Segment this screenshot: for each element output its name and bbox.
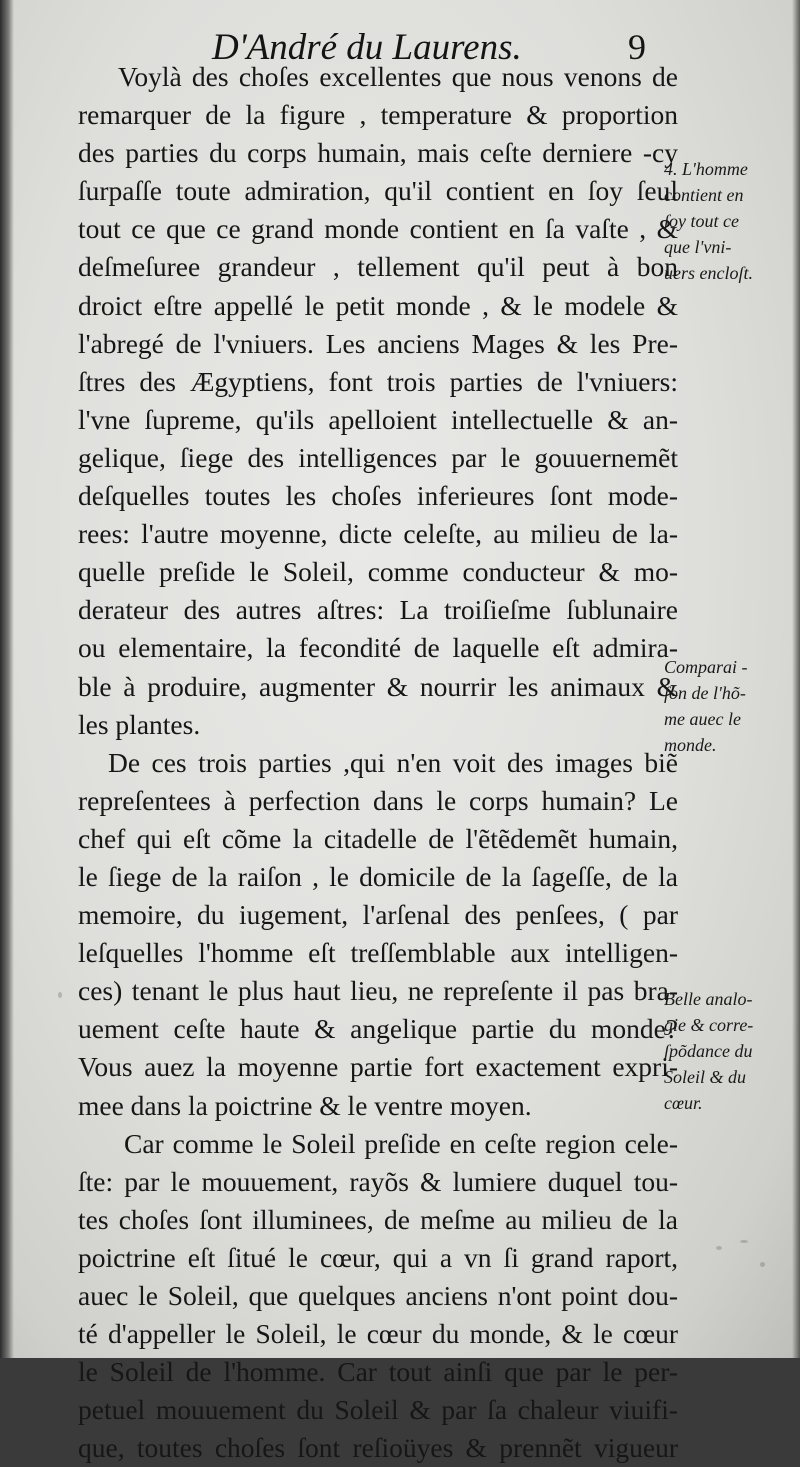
text-line: De ces trois parties ,qui n'en voit des images biẽ [108, 746, 678, 778]
text-line: ble à produire, augmenter & nourrir les animaux & [78, 670, 678, 702]
text-line: leſquelles l'homme eſt treſſemblable aux intelligen- [78, 937, 678, 969]
note-line: gie & corre- [664, 1015, 754, 1035]
text-line: tes choſes ſont illuminees, de meſme au milieu de la [78, 1203, 678, 1235]
text-line: le ſiege de la raiſon , le domicile de la ſageſſe, de la [78, 860, 678, 892]
text-line: rees: l'autre moyenne, dicte celeſte, au milieu de la- [78, 518, 678, 550]
paper-speck [740, 1240, 748, 1243]
text-line: Car comme le Soleil preſide en ceſte region cele- [124, 1127, 678, 1159]
text-line: poictrine eſt ſitué le cœur, qui a vn ſi grand raport, [78, 1241, 678, 1273]
margin-note-sun-heart-analogy [664, 986, 796, 1116]
note-line: ſoy tout ce [664, 211, 739, 231]
text-line: deſquelles toutes les choſes inferieures ſont mode- [78, 480, 678, 512]
paper-speck [58, 992, 62, 998]
note-line: contient en [664, 185, 744, 205]
note-line: 4. L'homme [664, 159, 748, 179]
body-text [78, 58, 678, 1467]
text-line: auec le Soleil, que quelques anciens n'ont point dou- [78, 1280, 678, 1311]
note-line: me auec le [664, 709, 741, 729]
text-line: ou elementaire, la fecondité de laquelle eſt admira- [78, 632, 678, 664]
note-line: ſpõdance du [664, 1041, 753, 1061]
text-line: té d'appeller le Soleil, le cœur du monde, & le cœur [78, 1318, 678, 1350]
text-line: gelique, ſiege des intelligences par le gouuernemẽt [78, 441, 678, 473]
text-line: que, toutes choſes ſont reſioüyes & prennẽt vigueur [78, 1432, 678, 1464]
page-number: 9 [628, 27, 646, 67]
text-line: ſurpaſſe toute admiration, qu'il contient en ſoy ſeul [78, 175, 678, 207]
note-line: Comparai - [664, 657, 748, 677]
text-line: remarquer de la figure , temperature & proportion [78, 99, 678, 131]
text-line: l'vne ſupreme, qu'ils apelloient intellectuelle & an- [78, 403, 678, 435]
text-line: deſmeſuree grandeur , tellement qu'il peut à bon [78, 251, 678, 283]
text-line: ſte: par le mouuement, rayõs & lumiere duquel tou- [78, 1165, 678, 1197]
note-line: cœur. [664, 1093, 703, 1113]
text-line: petuel mouuement du Soleil & par ſa chaleur viuifi- [78, 1394, 678, 1426]
note-line: Belle analo- [664, 989, 753, 1009]
paper-speck [716, 1246, 722, 1250]
text-line: le Soleil de l'homme. Car tout ainſi que par le per- [78, 1356, 678, 1388]
text-line: des parties du corps humain, mais ceſte derniere -cy [78, 137, 678, 169]
note-line: que l'vni- [664, 237, 732, 257]
text-line: chef qui eſt cõme la citadelle de l'ẽtẽdemẽt humain, [78, 822, 678, 854]
note-line: monde. [664, 735, 717, 755]
text-line: Vous auez la moyenne partie fort exactement expri- [78, 1051, 678, 1083]
text-line: droict eſtre appellé le petit monde , & le modele & [78, 289, 678, 321]
text-line: memoire, du iugement, l'arſenal des penſees, ( par [78, 899, 678, 931]
margin-note-comparison [664, 654, 796, 758]
note-line: uers encloſt. [664, 263, 753, 283]
text-line: ces) tenant le plus haut lieu, ne repreſente il pas bra- [78, 975, 678, 1007]
paper-speck [760, 1262, 765, 1267]
running-title: D'André du Laurens. [212, 27, 522, 68]
text-line: repreſentees à perfection dans le corps humain? Le [78, 784, 678, 816]
text-line-paragraph-end: les plantes. [78, 708, 201, 740]
text-line-paragraph-end: mee dans la poictrine & le ventre moyen. [78, 1089, 532, 1121]
text-line: tout ce que ce grand monde contient en ſa vaſte , & [78, 213, 678, 245]
note-line: Soleil & du [664, 1067, 746, 1087]
margin-note-man-contains-universe [664, 156, 796, 286]
text-line: l'abregé de l'vniuers. Les anciens Mages & les Pre- [78, 327, 678, 359]
text-line: uement ceſte haute & angelique partie du monde? [78, 1013, 678, 1045]
text-line: Voylà des choſes excellentes que nous venons de [118, 61, 678, 92]
text-line: derateur des autres aſtres: La troiſieſme ſublunaire [78, 594, 678, 626]
text-line: ſtres des Ægyptiens, font trois parties de l'vniuers: [78, 365, 678, 397]
text-line: quelle preſide le Soleil, comme conducteur & mo- [78, 556, 678, 588]
note-line: ſon de l'hõ- [664, 683, 746, 703]
